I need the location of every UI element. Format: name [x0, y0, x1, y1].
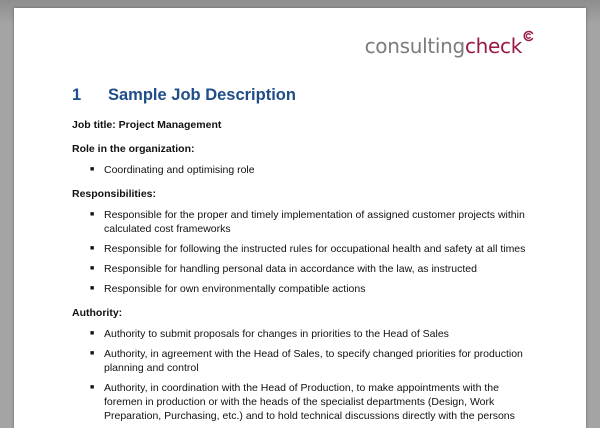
responsibilities-label: Responsibilities: — [72, 188, 157, 200]
list-item — [72, 347, 540, 375]
bullet-icon: ■ — [90, 245, 95, 252]
bullet-icon: ■ — [90, 350, 95, 357]
role-label: Role in the organization: — [72, 143, 195, 155]
list-item-text: Responsible for handling personal data in accordance with the law, as instructed — [104, 263, 477, 275]
job-title-label: Job title: Project Management — [72, 119, 222, 131]
bullet-icon: ■ — [90, 330, 95, 337]
list-item — [72, 242, 540, 256]
logo-text-consulting: consulting — [364, 34, 465, 58]
list-item — [72, 163, 540, 177]
list-item — [72, 381, 540, 423]
list-item — [72, 327, 540, 341]
role-section — [72, 142, 540, 177]
list-item-text: Responsible for own environmentally compatible actions — [104, 283, 366, 295]
authority-label: Authority: — [72, 307, 123, 319]
bullet-icon: ■ — [90, 384, 95, 391]
list-item-text: Responsible for following the instructed rules for occupational health and safety at all times — [104, 243, 526, 255]
authority-list — [72, 327, 540, 423]
document-content — [14, 8, 586, 428]
list-item — [72, 282, 540, 296]
responsibilities-section — [72, 187, 540, 296]
bullet-icon: ■ — [90, 211, 95, 218]
list-item — [72, 262, 540, 276]
bullet-icon: ■ — [90, 285, 95, 292]
job-description-body — [72, 118, 540, 428]
list-item-text: Authority, in agreement with the Head of Sales, to specify changed priorities for production planning and control — [104, 348, 523, 374]
list-item-text: Authority, in coordination with the Head of Production, to make appointments with the foremen in production or with the heads of the specialist departments (Design, Work Preparation, Purchasing, etc.) and to hold technical discussions directly with the persons — [104, 382, 515, 422]
section-heading — [72, 86, 296, 105]
document-page — [14, 8, 586, 428]
section-number: 1 — [72, 86, 82, 104]
bullet-icon: ■ — [90, 265, 95, 272]
role-list — [72, 163, 540, 177]
list-item — [72, 208, 540, 236]
consultingcheck-logo — [365, 36, 522, 56]
list-item-text: Responsible for the proper and timely implementation of assigned customer projects within calculated cost frameworks — [104, 209, 525, 235]
list-item-text: Authority to submit proposals for changes in priorities to the Head of Sales — [104, 328, 449, 340]
responsibilities-list — [72, 208, 540, 296]
authority-section — [72, 306, 540, 423]
logo-swirl-icon — [522, 30, 534, 42]
job-title-section — [72, 118, 540, 132]
list-item-text: Coordinating and optimising role — [104, 164, 255, 176]
section-title: Sample Job Description — [108, 86, 296, 104]
logo-text-check: check — [464, 34, 522, 58]
bullet-icon: ■ — [90, 166, 95, 173]
